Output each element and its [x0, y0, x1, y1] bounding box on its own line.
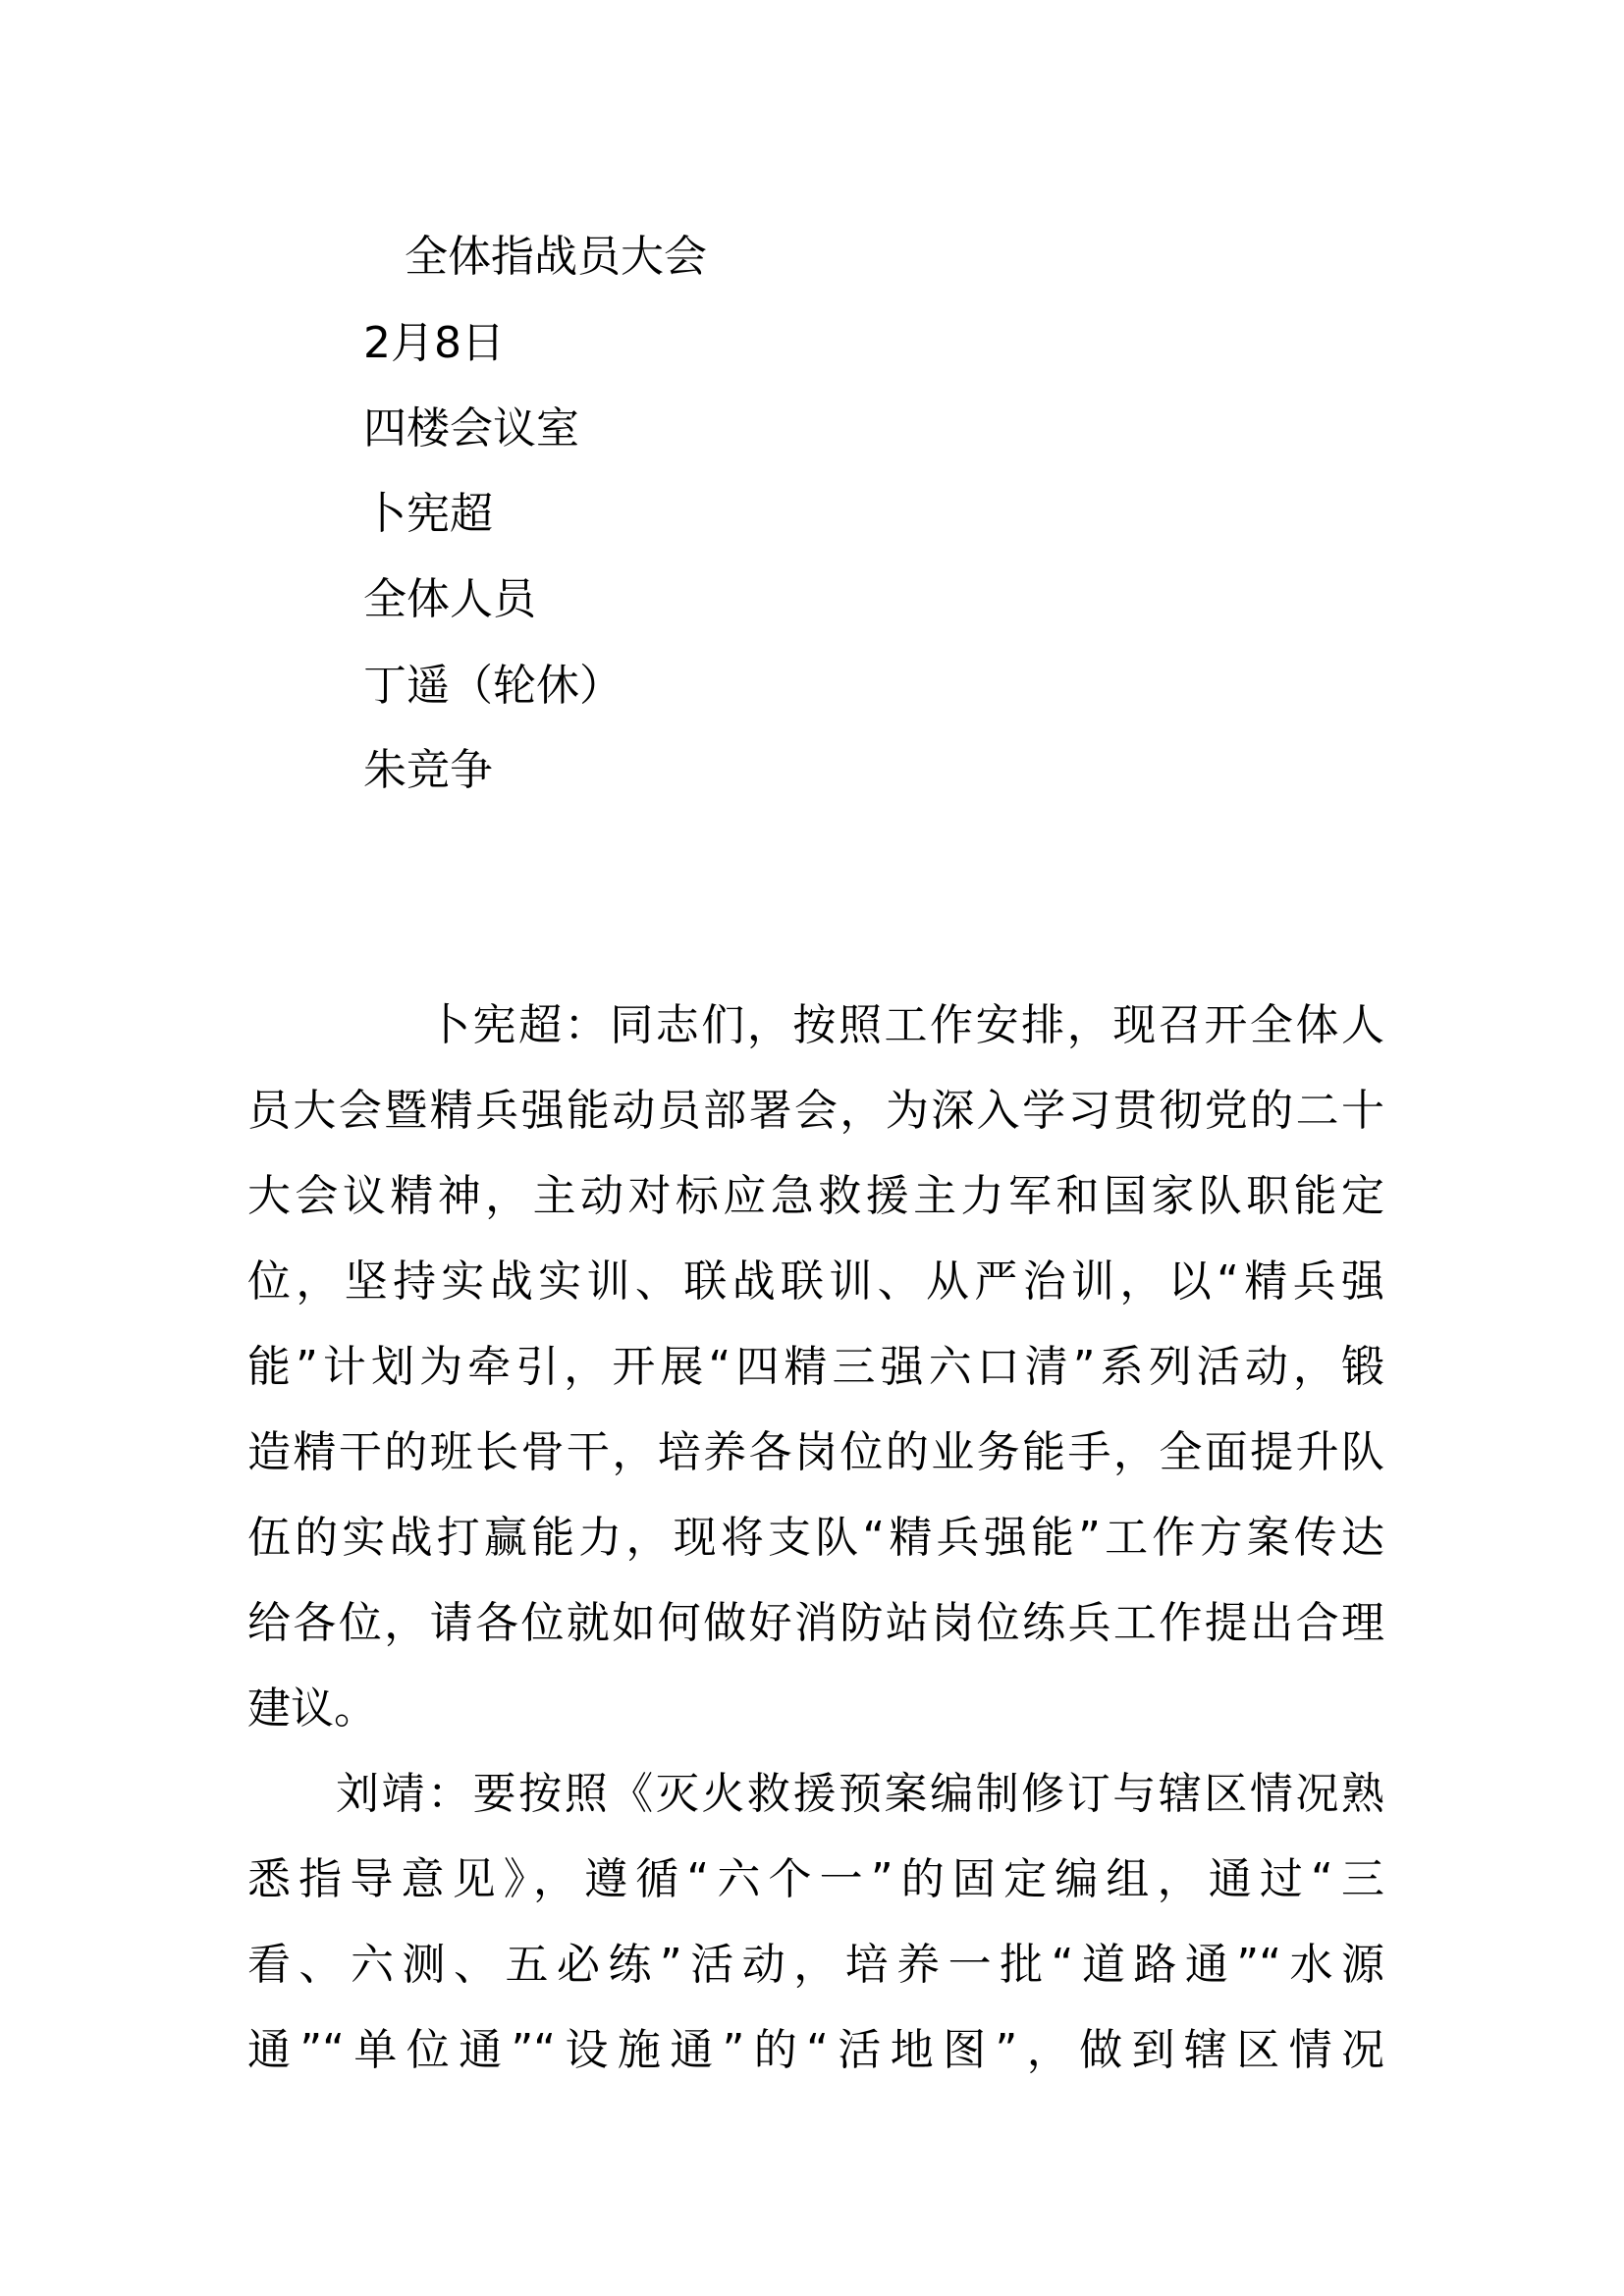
- paragraph-line: 给各位，请各位就如何做好消防站岗位练兵工作提出合理: [247, 1598, 1384, 1648]
- paragraph-line: 刘靖：要按照《灭火救援预案编制修订与辖区情况熟: [336, 1769, 1384, 1819]
- paragraph-line: 卜宪超：同志们，按照工作安排，现召开全体人: [427, 1000, 1384, 1050]
- meeting-host: 卜宪超: [363, 489, 493, 539]
- paragraph-line: 位，坚持实战实训、联战联训、从严治训，以“精兵强: [247, 1256, 1384, 1307]
- meeting-attendees: 全体人员: [363, 574, 536, 624]
- meeting-recorder: 朱竞争: [363, 745, 493, 795]
- paragraph-line: 看、六测、五必练”活动，培养一批“道路通”“水源: [247, 1940, 1384, 1990]
- meeting-date: 2月8日: [363, 318, 505, 368]
- meeting-title: 全体指战员大会: [405, 232, 707, 282]
- paragraph-line: 通”“单位通”“设施通”的“活地图”，做到辖区情况: [247, 2025, 1384, 2075]
- paragraph-line: 伍的实战打赢能力，现将支队“精兵强能”工作方案传达: [247, 1513, 1384, 1563]
- paragraph-line: 大会议精神，主动对标应急救援主力军和国家队职能定: [247, 1171, 1384, 1221]
- paragraph-line: 悉指导意见》，遵循“六个一”的固定编组，通过“三: [247, 1854, 1384, 1904]
- paragraph-line: 造精干的班长骨干，培养各岗位的业务能手，全面提升队: [247, 1427, 1384, 1477]
- meeting-location: 四楼会议室: [363, 403, 579, 454]
- paragraph-line: 员大会暨精兵强能动员部署会，为深入学习贯彻党的二十: [247, 1086, 1384, 1136]
- paragraph-line: 能”计划为牵引，开展“四精三强六口清”系列活动，锻: [247, 1342, 1384, 1392]
- meeting-absent: 丁遥（轮休）: [363, 661, 623, 711]
- paragraph-line: 建议。: [247, 1683, 377, 1734]
